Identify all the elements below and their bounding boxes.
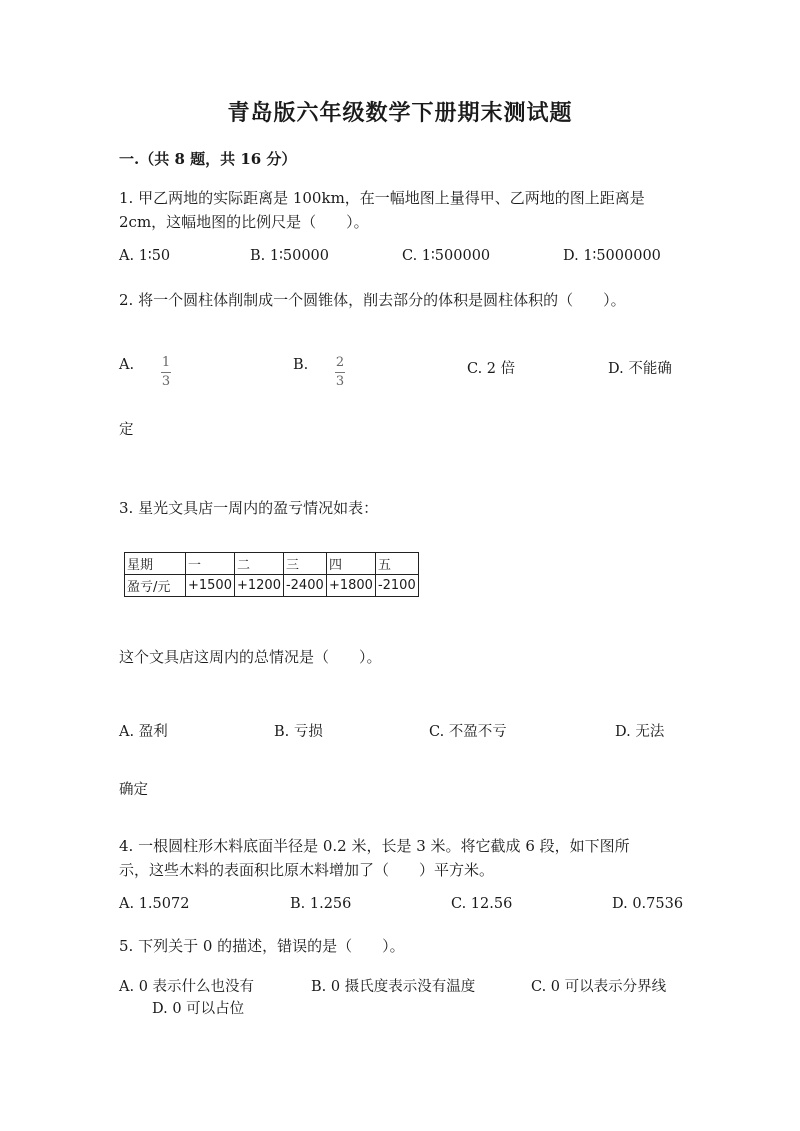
question-3-option-d-continued: 确定 (119, 782, 148, 798)
table-cell: 星期 (125, 553, 186, 575)
question-4-option-c: C. 12.56 (451, 896, 513, 912)
question-2-option-b: B. (293, 357, 309, 373)
question-1-option-a: A. 1∶50 (119, 248, 171, 264)
question-5-option-b: B. 0 摄氏度表示没有温度 (311, 979, 476, 995)
question-1-option-b: B. 1∶50000 (250, 248, 329, 264)
question-4-option-b: B. 1.256 (290, 896, 352, 912)
table-cell: 二 (234, 553, 283, 575)
table-cell: 四 (326, 553, 375, 575)
fraction-denominator: 3 (161, 374, 171, 389)
question-3-option-a: A. 盈利 (119, 724, 168, 740)
question-2-option-d-continued: 定 (119, 422, 134, 438)
table-row (125, 575, 419, 597)
table-header-row (125, 553, 419, 575)
question-4-line-2: 示，这些木料的表面积比原木料增加了（ ）平方米。 (119, 861, 495, 879)
question-1-option-c: C. 1∶500000 (402, 248, 491, 264)
fraction-denominator: 3 (335, 374, 345, 389)
question-4-option-d: D. 0.7536 (612, 896, 684, 912)
table-cell: 一 (186, 553, 235, 575)
fraction-numerator: 2 (335, 355, 345, 370)
question-3-question: 这个文具店这周内的总情况是（ ）。 (119, 648, 382, 666)
question-2-option-a: A. (119, 357, 135, 373)
question-2-option-a-fraction (161, 351, 171, 389)
question-3-option-d: D. 无法 (615, 724, 665, 740)
fraction-bar (161, 372, 171, 373)
question-3-option-c: C. 不盈不亏 (429, 724, 507, 740)
question-3-option-b: B. 亏损 (274, 724, 323, 740)
question-2-option-c: C. 2 倍 (467, 361, 516, 377)
question-2-option-d: D. 不能确 (608, 361, 672, 377)
question-2-option-b-fraction (335, 351, 345, 389)
table-cell: -2100 (375, 575, 418, 597)
question-4-line-1: 4. 一根圆柱形木料底面半径是 0.2 米，长是 3 米。将它截成 6 段，如下图所 (119, 837, 630, 855)
question-1-line-2: 2cm，这幅地图的比例尺是（ ）。 (119, 213, 369, 231)
question-1-line-1: 1. 甲乙两地的实际距离是 100km，在一幅地图上量得甲、乙两地的图上距离是 (119, 189, 645, 207)
table-cell: +1800 (326, 575, 375, 597)
table-cell: -2400 (283, 575, 326, 597)
section-heading: 一.（共 8 题，共 16 分） (119, 150, 297, 168)
fraction-numerator: 1 (161, 355, 171, 370)
question-3-text: 3. 星光文具店一周内的盈亏情况如表： (119, 499, 379, 517)
table-cell: +1200 (234, 575, 283, 597)
table-cell: 五 (375, 553, 418, 575)
question-5-option-d: D. 0 可以占位 (152, 1001, 245, 1017)
profit-loss-table (124, 552, 419, 597)
question-5-option-c: C. 0 可以表示分界线 (531, 979, 667, 995)
question-2-text: 2. 将一个圆柱体削制成一个圆锥体，削去部分的体积是圆柱体积的（ ）。 (119, 291, 626, 309)
question-4-option-a: A. 1.5072 (119, 896, 190, 912)
table-cell: +1500 (186, 575, 235, 597)
table-cell: 盈亏/元 (125, 575, 186, 597)
page-title: 青岛版六年级数学下册期末测试题 (227, 100, 573, 126)
question-5-text: 5. 下列关于 0 的描述，错误的是（ ）。 (119, 937, 405, 955)
question-1-option-d: D. 1∶5000000 (563, 248, 661, 264)
table-cell: 三 (283, 553, 326, 575)
question-5-option-a: A. 0 表示什么也没有 (119, 979, 255, 995)
fraction-bar (335, 372, 345, 373)
